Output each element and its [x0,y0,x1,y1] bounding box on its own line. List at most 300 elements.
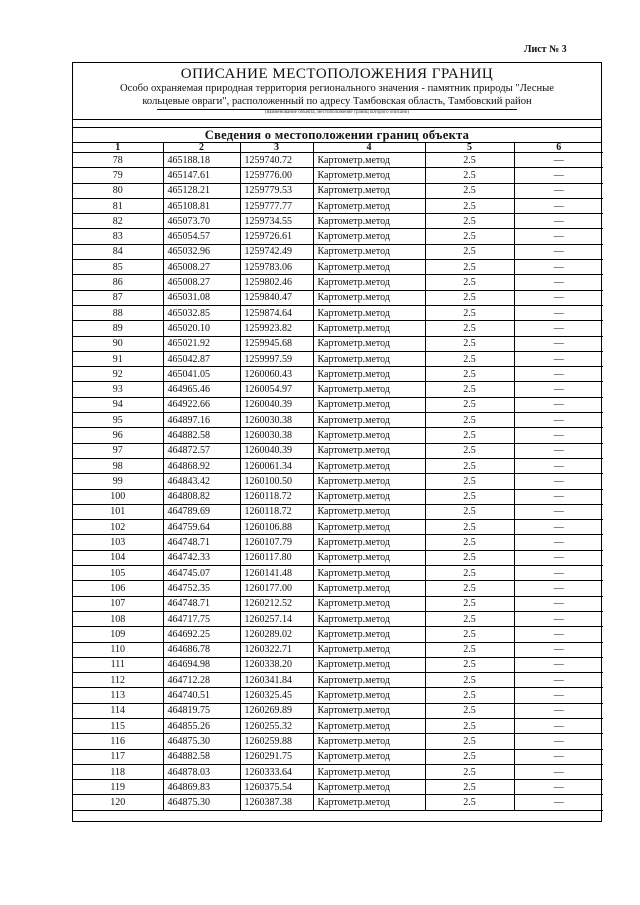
method-cell: Картометр.метод [313,581,425,596]
table-row [73,566,603,581]
y-coordinate-cell: 1260060.43 [240,367,313,382]
x-coordinate-cell: 465188.18 [163,153,240,168]
x-coordinate-cell: 465128.21 [163,183,240,198]
method-cell: Картометр.метод [313,795,425,810]
accuracy-cell: 2.5 [425,443,514,458]
point-number-cell: 115 [73,718,163,733]
method-cell: Картометр.метод [313,474,425,489]
description-cell: — [514,198,603,213]
method-cell: Картометр.метод [313,413,425,428]
table-row [73,244,603,259]
y-coordinate-cell: 1260255.32 [240,718,313,733]
table-row [73,183,603,198]
table-row [73,581,603,596]
x-coordinate-cell: 465020.10 [163,321,240,336]
column-number: 3 [240,143,313,153]
description-cell: — [514,795,603,810]
method-cell: Картометр.метод [313,351,425,366]
point-number-cell: 83 [73,229,163,244]
description-cell: — [514,244,603,259]
method-cell: Картометр.метод [313,749,425,764]
y-coordinate-cell: 1260100.50 [240,474,313,489]
description-cell: — [514,367,603,382]
column-number: 2 [163,143,240,153]
point-number-cell: 118 [73,764,163,779]
table-row [73,657,603,672]
description-cell: — [514,780,603,795]
description-cell: — [514,535,603,550]
table-row [73,290,603,305]
accuracy-cell: 2.5 [425,474,514,489]
method-cell: Картометр.метод [313,153,425,168]
x-coordinate-cell: 464875.30 [163,795,240,810]
table-row [73,275,603,290]
method-cell: Картометр.метод [313,214,425,229]
column-number-row [73,143,603,153]
y-coordinate-cell: 1259997.59 [240,351,313,366]
x-coordinate-cell: 465008.27 [163,260,240,275]
y-coordinate-cell: 1260117.80 [240,550,313,565]
method-cell: Картометр.метод [313,397,425,412]
method-cell: Картометр.метод [313,443,425,458]
x-coordinate-cell: 464789.69 [163,504,240,519]
y-coordinate-cell: 1260269.89 [240,703,313,718]
table-row [73,520,603,535]
method-cell: Картометр.метод [313,642,425,657]
x-coordinate-cell: 464712.28 [163,673,240,688]
y-coordinate-cell: 1260291.75 [240,749,313,764]
accuracy-cell: 2.5 [425,397,514,412]
method-cell: Картометр.метод [313,382,425,397]
point-number-cell: 91 [73,351,163,366]
description-cell: — [514,718,603,733]
description-cell: — [514,734,603,749]
description-cell: — [514,749,603,764]
point-number-cell: 84 [73,244,163,259]
method-cell: Картометр.метод [313,657,425,672]
method-cell: Картометр.метод [313,764,425,779]
x-coordinate-cell: 464875.30 [163,734,240,749]
accuracy-cell: 2.5 [425,520,514,535]
boundary-points-table [73,143,603,811]
accuracy-cell: 2.5 [425,581,514,596]
accuracy-cell: 2.5 [425,535,514,550]
method-cell: Картометр.метод [313,198,425,213]
x-coordinate-cell: 465108.81 [163,198,240,213]
x-coordinate-cell: 464868.92 [163,458,240,473]
description-cell: — [514,581,603,596]
accuracy-cell: 2.5 [425,275,514,290]
table-row [73,749,603,764]
method-cell: Картометр.метод [313,688,425,703]
description-cell: — [514,703,603,718]
point-number-cell: 108 [73,611,163,626]
x-coordinate-cell: 464740.51 [163,688,240,703]
point-number-cell: 111 [73,657,163,672]
sheet-number: Лист № 3 [524,44,567,55]
method-cell: Картометр.метод [313,428,425,443]
method-cell: Картометр.метод [313,168,425,183]
table-row [73,443,603,458]
x-coordinate-cell: 465021.92 [163,336,240,351]
y-coordinate-cell: 1260322.71 [240,642,313,657]
x-coordinate-cell: 464869.83 [163,780,240,795]
table-row [73,673,603,688]
accuracy-cell: 2.5 [425,183,514,198]
x-coordinate-cell: 464745.07 [163,566,240,581]
x-coordinate-cell: 464872.57 [163,443,240,458]
point-number-cell: 82 [73,214,163,229]
table-row [73,474,603,489]
accuracy-cell: 2.5 [425,244,514,259]
method-cell: Картометр.метод [313,520,425,535]
accuracy-cell: 2.5 [425,611,514,626]
description-cell: — [514,642,603,657]
x-coordinate-cell: 465032.96 [163,244,240,259]
y-coordinate-cell: 1260141.48 [240,566,313,581]
method-cell: Картометр.метод [313,535,425,550]
description-cell: — [514,168,603,183]
point-number-cell: 90 [73,336,163,351]
point-number-cell: 104 [73,550,163,565]
accuracy-cell: 2.5 [425,749,514,764]
y-coordinate-cell: 1260040.39 [240,443,313,458]
table-row [73,229,603,244]
y-coordinate-cell: 1260387.38 [240,795,313,810]
table-row [73,351,603,366]
point-number-cell: 79 [73,168,163,183]
accuracy-cell: 2.5 [425,795,514,810]
method-cell: Картометр.метод [313,367,425,382]
y-coordinate-cell: 1260341.84 [240,673,313,688]
y-coordinate-cell: 1259840.47 [240,290,313,305]
description-cell: — [514,566,603,581]
method-cell: Картометр.метод [313,566,425,581]
table-row [73,168,603,183]
accuracy-cell: 2.5 [425,367,514,382]
y-coordinate-cell: 1260118.72 [240,504,313,519]
description-cell: — [514,596,603,611]
table-row [73,305,603,320]
y-coordinate-cell: 1260030.38 [240,413,313,428]
table-row [73,458,603,473]
description-cell: — [514,474,603,489]
y-coordinate-cell: 1259726.61 [240,229,313,244]
table-row [73,260,603,275]
accuracy-cell: 2.5 [425,458,514,473]
x-coordinate-cell: 464922.66 [163,397,240,412]
method-cell: Картометр.метод [313,244,425,259]
x-coordinate-cell: 464748.71 [163,535,240,550]
x-coordinate-cell: 464759.64 [163,520,240,535]
accuracy-cell: 2.5 [425,627,514,642]
y-coordinate-cell: 1259923.82 [240,321,313,336]
y-coordinate-cell: 1259734.55 [240,214,313,229]
y-coordinate-cell: 1260040.39 [240,397,313,412]
accuracy-cell: 2.5 [425,305,514,320]
y-coordinate-cell: 1259740.72 [240,153,313,168]
method-cell: Картометр.метод [313,734,425,749]
point-number-cell: 102 [73,520,163,535]
accuracy-cell: 2.5 [425,657,514,672]
point-number-cell: 98 [73,458,163,473]
table-row [73,780,603,795]
x-coordinate-cell: 465032.85 [163,305,240,320]
method-cell: Картометр.метод [313,458,425,473]
accuracy-cell: 2.5 [425,153,514,168]
accuracy-cell: 2.5 [425,780,514,795]
y-coordinate-cell: 1260375.54 [240,780,313,795]
point-number-cell: 87 [73,290,163,305]
point-number-cell: 116 [73,734,163,749]
method-cell: Картометр.метод [313,596,425,611]
description-cell: — [514,673,603,688]
description-cell: — [514,183,603,198]
description-cell: — [514,627,603,642]
description-cell: — [514,229,603,244]
table-row [73,489,603,504]
y-coordinate-cell: 1260325.45 [240,688,313,703]
table-row [73,642,603,657]
y-coordinate-cell: 1260118.72 [240,489,313,504]
object-description-line-2: кольцевые овраги", расположенный по адресу Тамбовская область, Тамбовский район [142,96,532,107]
point-number-cell: 94 [73,397,163,412]
point-number-cell: 96 [73,428,163,443]
accuracy-cell: 2.5 [425,428,514,443]
table-row [73,413,603,428]
y-coordinate-cell: 1260054.97 [240,382,313,397]
x-coordinate-cell: 464882.58 [163,749,240,764]
x-coordinate-cell: 464717.75 [163,611,240,626]
accuracy-cell: 2.5 [425,550,514,565]
description-cell: — [514,413,603,428]
description-caption: (наименование объекта, местоположение границ которого описано) [157,109,517,115]
description-cell: — [514,397,603,412]
description-cell: — [514,504,603,519]
method-cell: Картометр.метод [313,504,425,519]
table-row [73,764,603,779]
point-number-cell: 85 [73,260,163,275]
table-row [73,336,603,351]
x-coordinate-cell: 464692.25 [163,627,240,642]
y-coordinate-cell: 1260259.88 [240,734,313,749]
method-cell: Картометр.метод [313,260,425,275]
point-number-cell: 93 [73,382,163,397]
x-coordinate-cell: 464882.58 [163,428,240,443]
table-row [73,382,603,397]
y-coordinate-cell: 1260030.38 [240,428,313,443]
table-body [73,143,603,810]
description-cell: — [514,764,603,779]
description-cell: — [514,336,603,351]
table-row [73,198,603,213]
column-number: 6 [514,143,603,153]
method-cell: Картометр.метод [313,550,425,565]
x-coordinate-cell: 465041.05 [163,367,240,382]
point-number-cell: 114 [73,703,163,718]
method-cell: Картометр.метод [313,183,425,198]
table-row [73,688,603,703]
accuracy-cell: 2.5 [425,703,514,718]
table-row [73,627,603,642]
method-cell: Картометр.метод [313,780,425,795]
x-coordinate-cell: 464748.71 [163,596,240,611]
document-header [73,63,601,120]
point-number-cell: 99 [73,474,163,489]
y-coordinate-cell: 1259874.64 [240,305,313,320]
y-coordinate-cell: 1259776.00 [240,168,313,183]
x-coordinate-cell: 464808.82 [163,489,240,504]
y-coordinate-cell: 1260338.20 [240,657,313,672]
point-number-cell: 112 [73,673,163,688]
y-coordinate-cell: 1259777.77 [240,198,313,213]
y-coordinate-cell: 1260107.79 [240,535,313,550]
method-cell: Картометр.метод [313,321,425,336]
description-cell: — [514,214,603,229]
accuracy-cell: 2.5 [425,168,514,183]
point-number-cell: 92 [73,367,163,382]
section-title: Сведения о местоположении границ объекта [73,128,601,143]
point-number-cell: 105 [73,566,163,581]
table-row [73,397,603,412]
y-coordinate-cell: 1260333.64 [240,764,313,779]
table-row [73,535,603,550]
table-row [73,718,603,733]
method-cell: Картометр.метод [313,673,425,688]
accuracy-cell: 2.5 [425,504,514,519]
accuracy-cell: 2.5 [425,214,514,229]
accuracy-cell: 2.5 [425,413,514,428]
accuracy-cell: 2.5 [425,489,514,504]
y-coordinate-cell: 1260289.02 [240,627,313,642]
description-cell: — [514,458,603,473]
document-title: ОПИСАНИЕ МЕСТОПОЛОЖЕНИЯ ГРАНИЦ [180,66,494,82]
point-number-cell: 107 [73,596,163,611]
description-cell: — [514,550,603,565]
description-cell: — [514,260,603,275]
description-cell: — [514,321,603,336]
accuracy-cell: 2.5 [425,596,514,611]
table-row [73,321,603,336]
point-number-cell: 78 [73,153,163,168]
y-coordinate-cell: 1260257.14 [240,611,313,626]
accuracy-cell: 2.5 [425,198,514,213]
description-cell: — [514,611,603,626]
method-cell: Картометр.метод [313,305,425,320]
method-cell: Картометр.метод [313,703,425,718]
point-number-cell: 106 [73,581,163,596]
description-cell: — [514,305,603,320]
accuracy-cell: 2.5 [425,673,514,688]
y-coordinate-cell: 1259779.53 [240,183,313,198]
point-number-cell: 117 [73,749,163,764]
table-row [73,153,603,168]
accuracy-cell: 2.5 [425,336,514,351]
accuracy-cell: 2.5 [425,688,514,703]
x-coordinate-cell: 465008.27 [163,275,240,290]
x-coordinate-cell: 464742.33 [163,550,240,565]
y-coordinate-cell: 1260212.52 [240,596,313,611]
y-coordinate-cell: 1260061.34 [240,458,313,473]
column-number: 5 [425,143,514,153]
description-cell: — [514,290,603,305]
x-coordinate-cell: 464694.98 [163,657,240,672]
y-coordinate-cell: 1260106.88 [240,520,313,535]
table-row [73,504,603,519]
header-spacer [73,120,601,128]
x-coordinate-cell: 465031.08 [163,290,240,305]
description-cell: — [514,153,603,168]
y-coordinate-cell: 1259802.46 [240,275,313,290]
accuracy-cell: 2.5 [425,229,514,244]
column-number: 1 [73,143,163,153]
method-cell: Картометр.метод [313,290,425,305]
table-row [73,611,603,626]
x-coordinate-cell: 464819.75 [163,703,240,718]
description-cell: — [514,489,603,504]
method-cell: Картометр.метод [313,489,425,504]
x-coordinate-cell: 465073.70 [163,214,240,229]
accuracy-cell: 2.5 [425,642,514,657]
point-number-cell: 101 [73,504,163,519]
accuracy-cell: 2.5 [425,566,514,581]
point-number-cell: 81 [73,198,163,213]
table-row [73,596,603,611]
description-cell: — [514,351,603,366]
point-number-cell: 88 [73,305,163,320]
accuracy-cell: 2.5 [425,764,514,779]
point-number-cell: 119 [73,780,163,795]
x-coordinate-cell: 464897.16 [163,413,240,428]
y-coordinate-cell: 1259742.49 [240,244,313,259]
x-coordinate-cell: 464843.42 [163,474,240,489]
x-coordinate-cell: 465147.61 [163,168,240,183]
accuracy-cell: 2.5 [425,718,514,733]
description-cell: — [514,382,603,397]
table-row [73,795,603,810]
x-coordinate-cell: 465042.87 [163,351,240,366]
x-coordinate-cell: 464878.03 [163,764,240,779]
accuracy-cell: 2.5 [425,290,514,305]
document-frame [72,62,602,822]
x-coordinate-cell: 464752.35 [163,581,240,596]
column-number: 4 [313,143,425,153]
point-number-cell: 89 [73,321,163,336]
y-coordinate-cell: 1259783.06 [240,260,313,275]
method-cell: Картометр.метод [313,627,425,642]
point-number-cell: 103 [73,535,163,550]
description-cell: — [514,688,603,703]
x-coordinate-cell: 464855.26 [163,718,240,733]
object-description-line-1: Особо охраняемая природная территория регионального значения - памятник природы "Лесные [120,83,554,94]
y-coordinate-cell: 1260177.00 [240,581,313,596]
x-coordinate-cell: 465054.57 [163,229,240,244]
table-row [73,214,603,229]
table-row [73,734,603,749]
method-cell: Картометр.метод [313,611,425,626]
table-row [73,703,603,718]
y-coordinate-cell: 1259945.68 [240,336,313,351]
accuracy-cell: 2.5 [425,382,514,397]
description-cell: — [514,520,603,535]
point-number-cell: 97 [73,443,163,458]
method-cell: Картометр.метод [313,718,425,733]
description-cell: — [514,275,603,290]
method-cell: Картометр.метод [313,336,425,351]
table-row [73,428,603,443]
table-row [73,550,603,565]
description-cell: — [514,428,603,443]
